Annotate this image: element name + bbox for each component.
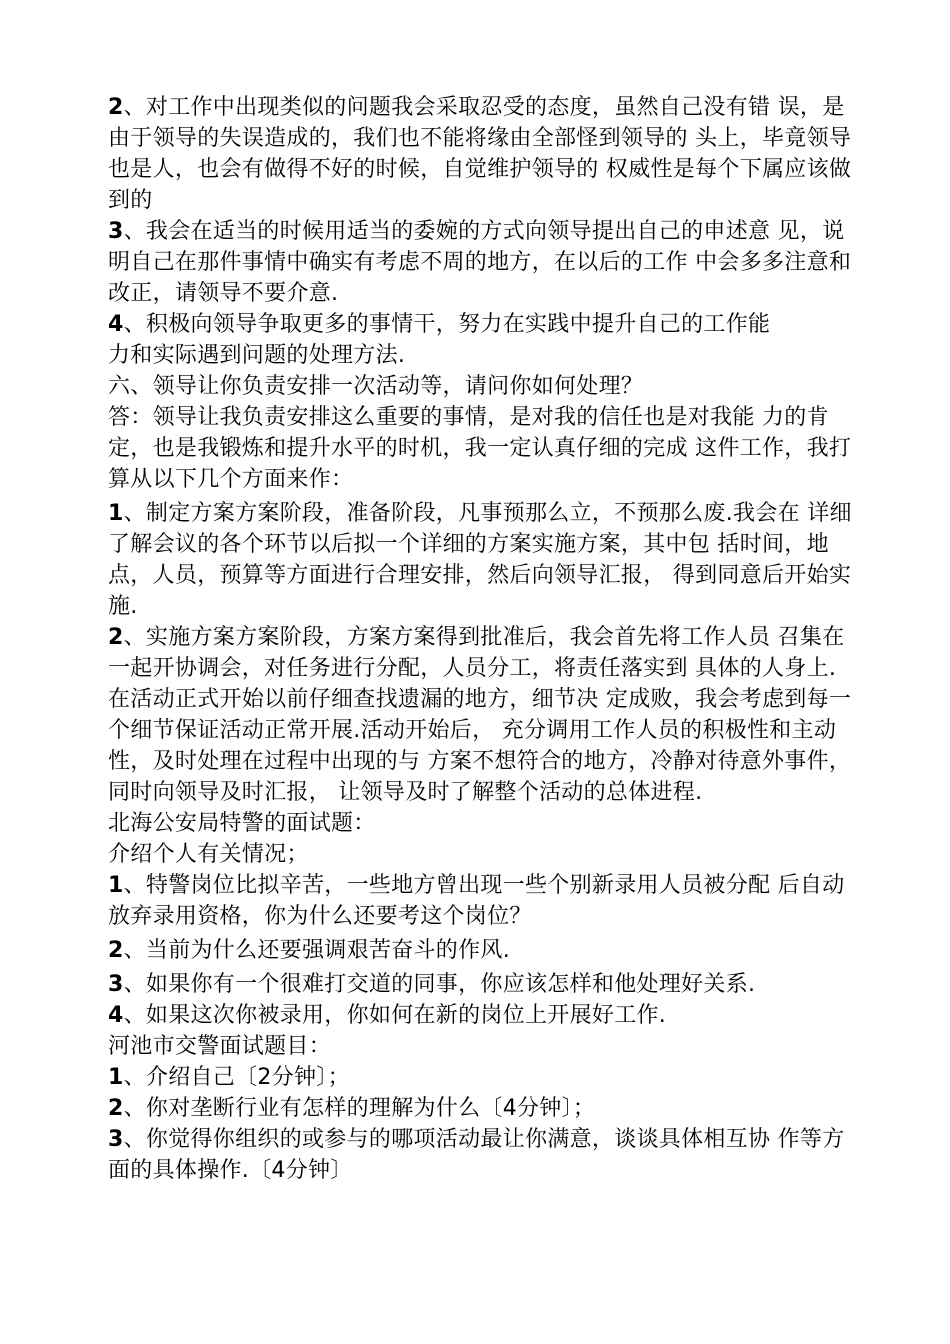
paragraph-text: 北海公安局特警的面试题： — [108, 811, 376, 836]
paragraph-text: 介绍个人有关情况； — [108, 842, 309, 867]
section-heading — [108, 808, 858, 839]
paragraph-text: 六、领导让你负责安排一次活动等，请问你如何处理？ — [108, 374, 644, 399]
question-item — [108, 1062, 858, 1093]
paragraph-text: 、当前为什么还要强调艰苦奋斗的作风. — [123, 938, 511, 963]
item-number: 2 — [108, 938, 124, 963]
section-heading — [108, 371, 858, 402]
paragraph-text: 、如果你有一个很难打交道的同事，你应该怎样和他处理好关系. — [123, 972, 756, 997]
paragraph-text: 、你觉得你组织的或参与的哪项活动最让你满意，谈谈具体相互协 作等方面的具体操作.〔4分钟〕 — [108, 1127, 845, 1183]
item-number: 3 — [108, 1127, 124, 1152]
paragraph — [108, 216, 858, 309]
paragraph — [108, 309, 858, 340]
document-body — [108, 92, 858, 1186]
section-heading — [108, 1031, 858, 1062]
paragraph-text: 、积极向领导争取更多的事情干，努力在实践中提升自己的工作能 — [123, 312, 771, 337]
item-number: 2 — [108, 625, 124, 650]
paragraph-text: 、介绍自己〔2分钟〕； — [123, 1065, 350, 1090]
paragraph-text: 、对工作中出现类似的问题我会采取忍受的态度，虽然自己没有错 误，是由于领导的失误造成的，我们也不能将缘由全部怪到领导的 头上，毕竟领导也是人，也会有做得不好的时候，自觉维护领导的 权威性是每个下属应该做到的 — [108, 95, 852, 213]
item-number: 1 — [108, 873, 124, 898]
item-number: 3 — [108, 972, 124, 997]
question-item — [108, 1124, 858, 1186]
paragraph-text: 、特警岗位比拟辛苦，一些地方曾出现一些个别新录用人员被分配 后自动放弃录用资格，你为什么还要考这个岗位？ — [108, 873, 845, 929]
paragraph — [108, 622, 858, 808]
item-number: 3 — [108, 219, 124, 244]
item-number: 1 — [108, 501, 124, 526]
paragraph-text: 力和实际遇到问题的处理方法. — [108, 343, 406, 368]
paragraph — [108, 498, 858, 622]
question-item — [108, 935, 858, 966]
paragraph-text: 、制定方案方案阶段，准备阶段，凡事预那么立，不预那么废.我会在 详细了解会议的各个环节以后拟一个详细的方案实施方案，其中包 括时间，地点，人员，预算等方面进行合理安排，然后向领导汇报， 得到同意后开始实施. — [108, 501, 852, 619]
item-number: 4 — [108, 1003, 124, 1028]
question-item — [108, 1093, 858, 1124]
question-item — [108, 870, 858, 932]
item-number: 2 — [108, 95, 124, 120]
paragraph — [108, 92, 858, 216]
item-number: 1 — [108, 1065, 124, 1090]
paragraph-text: 、我会在适当的时候用适当的委婉的方式向领导提出自己的申述意 见，说明自己在那件事情中确实有考虑不周的地方，在以后的工作 中会多多注意和改正，请领导不要介意. — [108, 219, 852, 306]
paragraph — [108, 839, 858, 870]
answer-paragraph — [108, 402, 858, 495]
paragraph — [108, 340, 858, 371]
paragraph-text: 、实施方案方案阶段，方案方案得到批准后，我会首先将工作人员 召集在一起开协调会，对任务进行分配，人员分工，将责任落实到 具体的人身上.在活动正式开始以前仔细查找遗漏的地方，细节决 定成败，我会考虑到每一个细节保证活动正常开展.活动开始后， 充分调用工作人员的积极性和主动性，及时处理在过程中出现的与 方案不想符合的地方，冷静对待意外事件，同时向领导及时汇报， 让领导及时了解整个活动的总体进程. — [108, 625, 852, 805]
paragraph-text: 答：领导让我负责安排这么重要的事情，是对我的信任也是对我能 力的肯定，也是我锻炼和提升水平的时机，我一定认真仔细的完成 这件工作，我打算从以下几个方面来作： — [108, 405, 852, 492]
paragraph-text: 、你对垄断行业有怎样的理解为什么〔4分钟〕； — [123, 1096, 596, 1121]
paragraph-text: 河池市交警面试题目： — [108, 1034, 332, 1059]
question-item — [108, 1000, 858, 1031]
item-number: 4 — [108, 312, 124, 337]
item-number: 2 — [108, 1096, 124, 1121]
paragraph-text: 、如果这次你被录用，你如何在新的岗位上开展好工作. — [123, 1003, 667, 1028]
question-item — [108, 969, 858, 1000]
